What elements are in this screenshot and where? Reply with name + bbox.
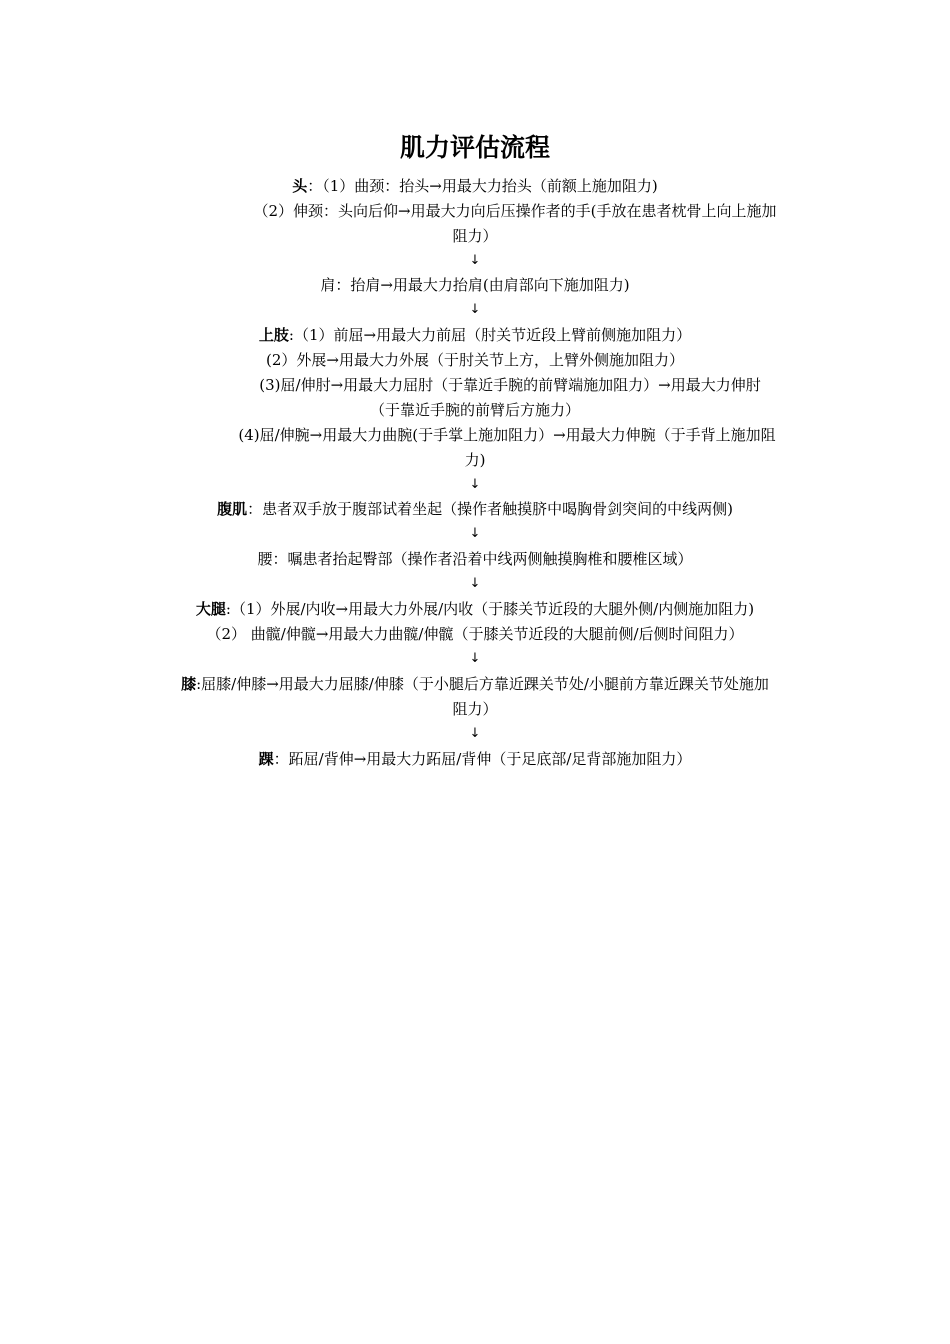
document-title: 肌力评估流程 [399, 133, 550, 162]
knee-text-1: :屈膝/伸膝→用最大力屈膝/伸膝（于小腿后方靠近踝关节处/小腿前方靠近踝关节处施加 [196, 675, 769, 693]
knee-label: 膝 [181, 675, 197, 693]
upper-limb-line-6: 力) [464, 451, 486, 469]
head-text-1: ：（1）曲颈：抬头→用最大力抬头（前额上施加阻力) [307, 177, 658, 195]
ankle-text-1: ：跖屈/背伸→用最大力跖屈/背伸（于足底部/足背部施加阻力） [273, 750, 692, 768]
knee-line-2: 阻力） [452, 700, 498, 718]
upper-limb-line-4: （于靠近手腕的前臂后方施力） [369, 401, 580, 419]
shoulder-line-1: 肩：抬肩→用最大力抬肩(由肩部向下施加阻力) [320, 276, 630, 294]
upper-limb-line-3: (3)屈/伸肘→用最大力屈肘（于靠近手腕的前臂端施加阻力）→用最大力伸肘 [259, 376, 761, 394]
upper-limb-line-5: (4)屈/伸腕→用最大力曲腕(于手掌上施加阻力）→用最大力伸腕（于手背上施加阻 [238, 426, 776, 444]
thigh-text-1: :（1）外展/内收→用最大力外展/内收（于膝关节近段的大腿外侧/内侧施加阻力) [225, 600, 755, 618]
head-line-3: 阻力） [452, 227, 498, 245]
flow-arrow-3: ↓ [469, 477, 481, 492]
thigh-label: 大腿 [195, 600, 226, 618]
ankle-line-1 [0, 747, 950, 771]
ankle-label: 踝 [258, 750, 274, 768]
head-line-2: （2）伸颈：头向后仰→用最大力向后压操作者的手(手放在患者枕骨上向上施加 [253, 202, 777, 220]
upper-limb-label: 上肢 [258, 326, 289, 344]
waist-line-1: 腰：嘱患者抬起臀部（操作者沿着中线两侧触摸胸椎和腰椎区域） [257, 550, 693, 568]
flow-arrow-7: ↓ [469, 726, 481, 741]
upper-limb-line-2: (2）外展→用最大力外展（于肘关节上方，上臂外侧施加阻力） [266, 351, 684, 369]
upper-limb-text-1: :（1）前屈→用最大力前屈（肘关节近段上臂前侧施加阻力） [288, 326, 692, 344]
thigh-line-1 [0, 597, 950, 621]
flow-arrow-1: ↓ [469, 253, 481, 268]
flow-arrow-5: ↓ [469, 576, 481, 591]
flow-arrow-4: ↓ [469, 526, 481, 541]
head-label: 头 [292, 177, 308, 195]
flow-arrow-2: ↓ [469, 302, 481, 317]
upper-limb-line-1 [0, 323, 950, 347]
knee-line-1 [0, 672, 950, 696]
thigh-line-2: （2） 曲髋/伸髋→用最大力曲髋/伸髋（于膝关节近段的大腿前侧/后侧时间阻力） [206, 625, 744, 643]
abdomen-line-1 [0, 497, 950, 521]
abdomen-label: 腹肌 [217, 500, 248, 518]
flow-arrow-6: ↓ [469, 651, 481, 666]
abdomen-text-1: ：患者双手放于腹部试着坐起（操作者触摸脐中喝胸骨剑突间的中线两侧) [247, 500, 733, 518]
head-line-1 [0, 174, 950, 198]
